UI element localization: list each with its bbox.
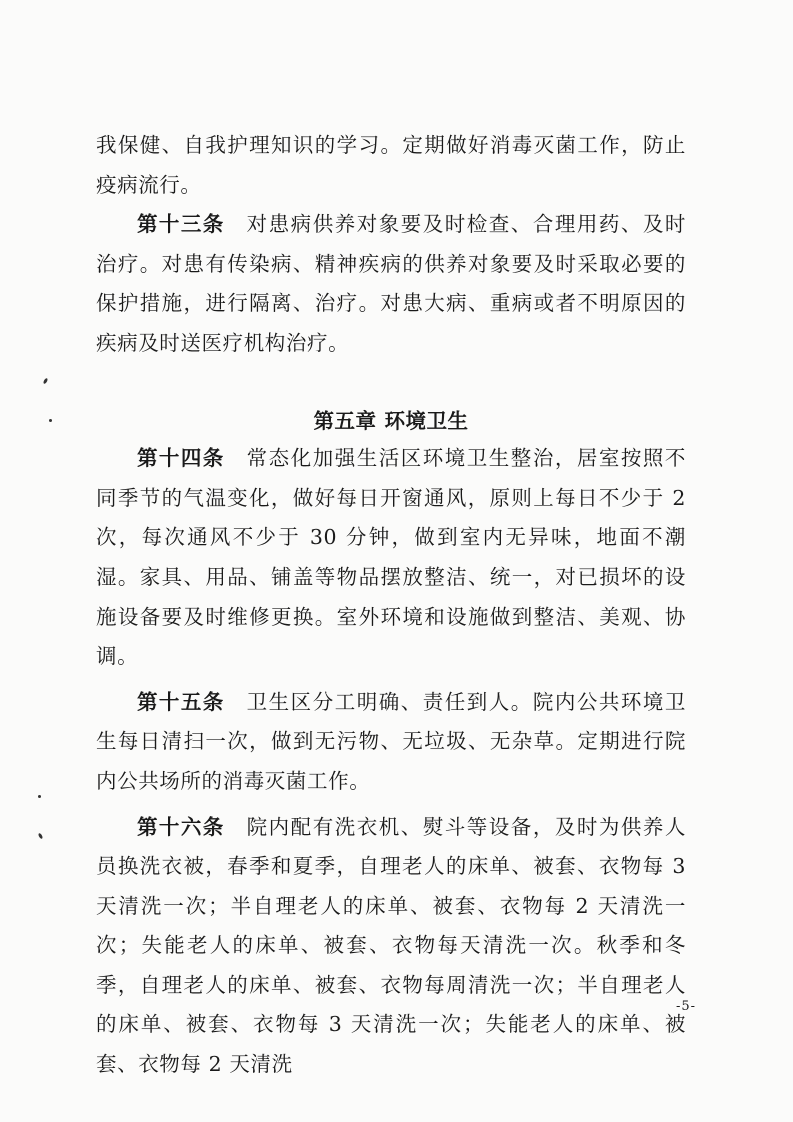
paragraph-continuation: [96, 126, 686, 205]
chapter-heading: [96, 402, 686, 442]
paragraph-text: 我保健、自我护理知识的学习。定期做好消毒灭菌工作，防止疫病流行。: [96, 133, 686, 197]
article-text: 院内配有洗衣机、熨斗等设备，及时为供养人员换洗衣被，春季和夏季，自理老人的床单、被套、衣物每 3 天清洗一次；半自理老人的床单、被套、衣物每 2 天清洗一次；失能老人的床单、被套、衣物每天清洗一次。秋季和冬季，自理老人的床单、被套、衣物每周清洗一次；半自理老人的床单、被套、衣物每 3 天清洗一次；失能老人的床单、被套、衣物每 2 天清洗: [96, 814, 687, 1077]
article-14: [96, 439, 686, 677]
scan-speck: [49, 419, 52, 422]
chapter-number: 第五章: [313, 408, 377, 433]
page-number: -5-: [676, 999, 697, 1014]
scan-speck: [38, 833, 44, 840]
scan-speck: [38, 795, 41, 798]
article-text: 对患病供养对象要及时检查、合理用药、及时治疗。对患有传染病、精神疾病的供养对象要及时采取必要的保护措施，进行隔离、治疗。对患大病、重病或者不明原因的疾病及时送医疗机构治疗。: [96, 212, 687, 355]
article-text: 常态化加强生活区环境卫生整治，居室按照不同季节的气温变化，做好每日开窗通风，原则上每日不少于 2 次，每次通风不少于 30 分钟，做到室内无异味，地面不潮湿。家具、用品、铺盖等物品摆放整洁、统一，对已损坏的设施设备要及时维修更换。室外环境和设施做到整洁、美观、协调。: [96, 446, 687, 669]
scan-speck: [43, 378, 49, 385]
article-number: 第十三条: [137, 212, 225, 237]
article-16: [96, 808, 686, 1085]
article-15: [96, 683, 686, 802]
article-number: 第十四条: [137, 446, 225, 471]
chapter-title: 环境卫生: [384, 408, 469, 433]
article-number: 第十六条: [137, 814, 225, 839]
body-text: [96, 126, 686, 1085]
article-number: 第十五条: [137, 689, 225, 714]
article-13: [96, 205, 686, 363]
article-text: 卫生区分工明确、责任到人。院内公共环境卫生每日清扫一次，做到无污物、无垃圾、无杂草。定期进行院内公共场所的消毒灭菌工作。: [96, 689, 687, 793]
